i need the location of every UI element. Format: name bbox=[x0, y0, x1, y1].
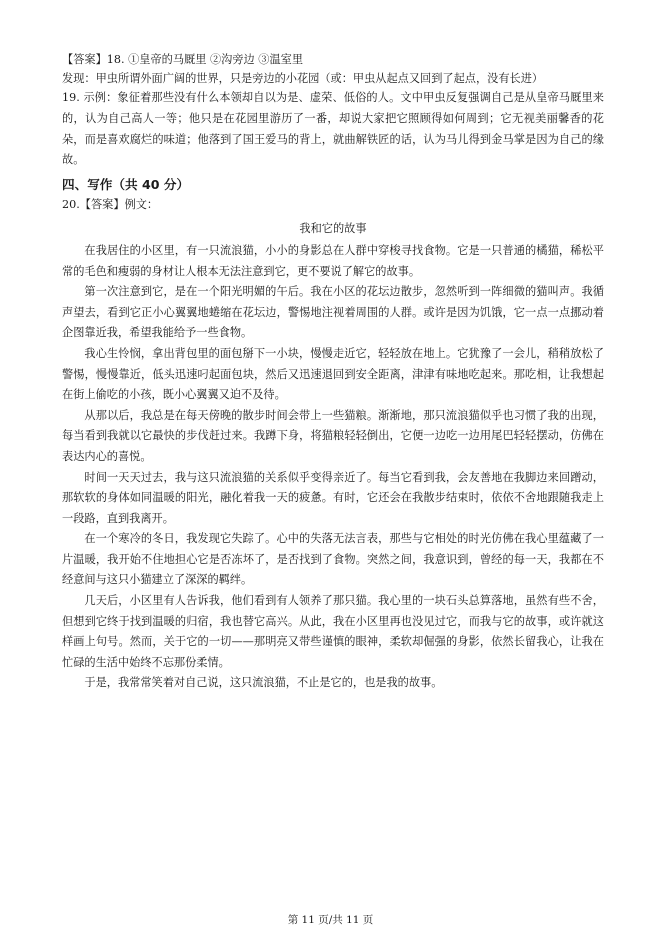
essay-paragraph: 在一个寒冷的冬日，我发现它失踪了。心中的失落无法言表，那些与它相处的时光仿佛在我心里蕴藏了一片温暖，我开始不住地担心它是否冻坏了，是否找到了食物。突然之间，我意识到，曾经的每一天，我都在不经意间与这只小猫建立了深深的羁绊。 bbox=[62, 532, 604, 587]
essay-paragraph: 从那以后，我总是在每天傍晚的散步时间会带上一些猫粮。渐渐地，那只流浪猫似乎也习惯了我的出现，每当看到我就以它最快的步伐赶过来。我蹲下身，将猫粮轻轻倒出，它便一边吃一边用尾巴轻轻摆动，仿佛在表达内心的喜悦。 bbox=[62, 408, 604, 463]
page-content bbox=[62, 50, 604, 694]
q18-answer: 【答案】18. ①皇帝的马厩里 ②沟旁边 ③温室里 bbox=[62, 53, 304, 66]
essay-paragraph: 我心生怜悯，拿出背包里的面包掰下一小块，慢慢走近它，轻轻放在地上。它犹豫了一会儿，稍稍放松了警惕，慢慢靠近，低头迅速叼起面包块，然后又迅速退回到安全距离，津津有味地吃起来。那吃相，让我想起在街上偷吃的小孩，既小心翼翼又迫不及待。 bbox=[62, 346, 604, 402]
q19-answer: 19. 示例：象征着那些没有什么本领却自以为是、虚荣、低俗的人。文中甲虫反复强调自己是从皇帝马厩里来的，认为自己高人一等；他只是在花园里游历了一番，却说大家把它照顾得如何周到；它无视美丽馨香的花朵，而是喜欢腐烂的味道；他落到了国王爱马的背上，就曲解铁匠的话，认为马儿得到金马掌是因为自己的缘故。 bbox=[62, 91, 604, 167]
essay-paragraph: 几天后，小区里有人告诉我，他们看到有人领养了那只猫。我心里的一块石头总算落地，虽然有些不舍，但想到它终于找到温暖的归宿，我也替它高兴。从此，我在小区里再也没见过它，而我与它的故事，或许就这样画上句号。然而，关于它的一切——那明亮又带些谨慎的眼神，柔软却倔强的身影，依然长留我心，让我在忙碌的生活中始终不忘那份柔情。 bbox=[62, 594, 604, 669]
essay-paragraph: 时间一天天过去，我与这只流浪猫的关系似乎变得亲近了。每当它看到我，会友善地在我脚边来回蹭动，那软软的身体如同温暖的阳光，融化着我一天的疲惫。有时，它还会在我散步结束时，依依不舍地跟随我走上一段路，直到我离开。 bbox=[62, 470, 604, 525]
essay-body bbox=[62, 241, 604, 694]
essay-paragraph: 第一次注意到它，是在一个阳光明媚的午后。我在小区的花坛边散步，忽然听到一阵细微的猫叫声。我循声望去，看到它正小心翼翼地蜷缩在花坛边，警惕地注视着周围的人群。或许是因为饥饿，它一点一点挪动着企图靠近我，希望我能给予一些食物。 bbox=[62, 285, 604, 340]
essay-paragraph: 于是，我常常笑着对自己说，这只流浪猫，不止是它的，也是我的故事。 bbox=[84, 676, 443, 690]
page-footer: 第 11 页/共 11 页 bbox=[287, 914, 374, 926]
essay-paragraph: 在我居住的小区里，有一只流浪猫，小小的身影总在人群中穿梭寻找食物。它是一只普通的橘猫，稀松平常的毛色和瘦弱的身材让人根本无法注意到它，更不要说了解它的故事。 bbox=[62, 243, 604, 278]
essay-title: 我和它的故事 bbox=[299, 221, 367, 235]
q18-discovery: 发现：甲虫所谓外面广阔的世界，只是旁边的小花园（或：甲虫从起点又回到了起点，没有长进） bbox=[62, 72, 544, 86]
section-heading-writing: 四、写作（共 40 分） bbox=[62, 176, 190, 192]
q20-answer-label: 20.【答案】例文： bbox=[62, 197, 159, 211]
